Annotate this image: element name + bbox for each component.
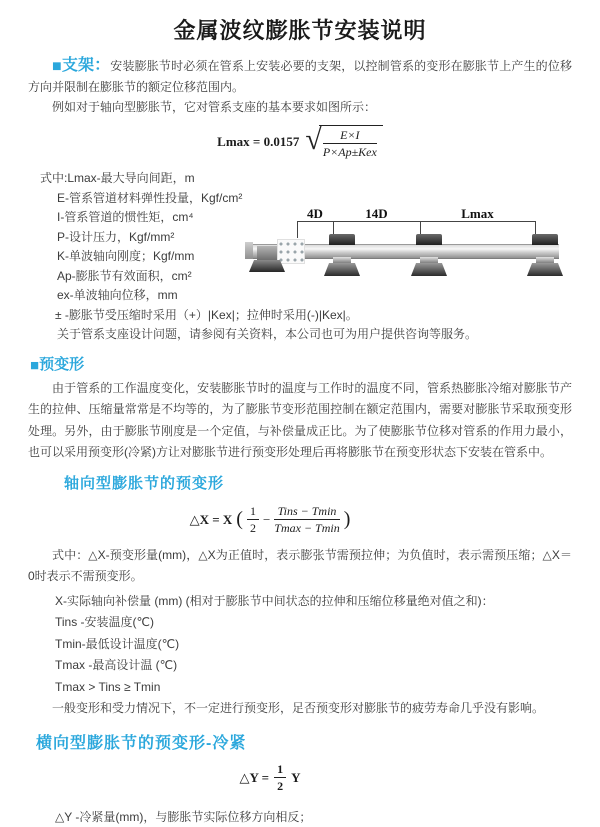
temp-line-tmax: Tmax -最高设计温 (℃): [55, 658, 178, 672]
minus-operator: −: [262, 511, 271, 527]
support-base: [527, 263, 563, 276]
dimension-label-14d: 14D: [365, 206, 388, 221]
section-marker-icon: ■: [52, 58, 62, 75]
lateral-formula-lhs: △Y =: [239, 769, 270, 785]
temp-inequality: Tmax > Tins ≥ Tmin: [55, 679, 161, 694]
predeform-section-label: 预变形: [39, 355, 85, 373]
support-base: [411, 263, 447, 276]
anchor-support-icon: [257, 246, 277, 260]
half-numerator: 1: [247, 504, 259, 520]
definition-item-k: K-单波轴向刚度；Kgf/mm: [57, 249, 195, 263]
predeform-section-heading: [30, 353, 600, 374]
half-denominator: 2: [249, 521, 256, 535]
consulting-note: 关于管系支座设计问题，请参阅有关资料，本公司也可为用户提供咨询等服务。: [57, 327, 478, 341]
page-title: 金属波纹膨胀节安装说明: [173, 18, 427, 43]
pipe-support-icon: [527, 234, 563, 278]
axial-variable-notes: [55, 591, 600, 699]
definition-item-e: E-管系管道材料弹性投量，Kgf/cm²: [57, 190, 243, 205]
anchor-support-base: [249, 260, 285, 272]
open-paren: (: [236, 508, 243, 530]
axial-predeform-formula: [30, 503, 510, 537]
definition-item-ex: ex-单波轴向位移，mm: [57, 288, 178, 302]
support-base: [324, 263, 360, 276]
temp-line-tmin: Tmin-最低设计温度(℃): [55, 636, 180, 651]
axial-formula-lhs: △X = X: [189, 511, 233, 527]
support-clamp: [329, 234, 355, 245]
axial-general-note: 一般变形和受力情况下，不一定进行预变形，足否预变形对膨胀节的疲劳寿命几乎没有影响。: [52, 701, 545, 715]
lateral-predeform-formula: [30, 763, 510, 793]
close-paren: ): [343, 508, 351, 530]
pipe-support-icon: [324, 234, 360, 278]
temp-line-tins: Tins -安装温度(℃): [55, 615, 155, 629]
pipe-flange: [245, 242, 253, 259]
plus-minus-note: ± -膨胀节受压缩时采用（+）|Kex|；拉伸时采用(-)|Kex|。: [55, 307, 358, 322]
dimension-tick: [333, 221, 334, 235]
support-clamp: [532, 234, 558, 245]
pipe-support-diagram: [245, 206, 565, 306]
x-compensation-note: X-实际轴向补偿量 (mm) (相对于膨胀节中间状态的拉伸和压缩位移量绝对值之和)：: [55, 593, 494, 608]
axial-predeform-heading: 轴向型膨胀节的预变形: [64, 474, 225, 492]
lateral-half-numerator: 1: [274, 762, 286, 778]
definition-item-ap: Ap-膨胀节有效面积，cm²: [57, 268, 192, 283]
dimension-tick: [420, 221, 421, 235]
sqrt-expression: [305, 125, 382, 159]
lateral-half-denominator: 2: [277, 779, 284, 793]
axial-formula-explanation: 式中：△X-预变形量(mm)，△X为正值时，表示膨张节需预拉伸；为负值时，表示需预压缩；△X＝0时表示不需预变形。: [28, 547, 572, 583]
support-intro-text: 安装膨胀节时必须在管系上安装必要的支架，以控制管系的变形在膨胀节上产生的位移方向并限制在膨胀节的额定位移范围内。: [28, 59, 572, 94]
pipe-support-icon: [411, 234, 447, 278]
support-intro-paragraph: [28, 56, 572, 97]
support-saddle: [333, 257, 351, 264]
temp-fraction-denominator: Tmax − Tmin: [274, 521, 340, 535]
sqrt-radical-icon: √: [305, 123, 322, 156]
support-saddle: [536, 257, 554, 264]
lmax-formula-lhs: Lmax = 0.0157: [217, 134, 300, 149]
definition-item-p: P-设计压力，Kgf/mm²: [57, 229, 175, 244]
lateral-note: △Y -冷紧量(mm)，与膨胀节实际位移方向相反；: [55, 809, 312, 824]
dimension-tick: [535, 221, 536, 235]
lateral-predeform-heading: 横向型膨胀节的预变形-冷紧: [36, 734, 247, 752]
section-marker-icon: ■: [30, 356, 40, 374]
temp-fraction-numerator: Tins − Tmin: [274, 504, 339, 520]
support-example-text: 例如对于轴向型膨胀节，它对管系支座的基本要求如图所示：: [52, 100, 377, 114]
definition-item-i: I-管系管道的惯性矩，cm⁴: [57, 210, 194, 224]
lmax-formula-numerator: E×I: [323, 128, 377, 144]
support-section-label: 支架：: [61, 57, 111, 74]
bellows-expansion-joint-icon: [277, 239, 305, 264]
dimension-label-lmax: Lmax: [461, 206, 494, 221]
document-page: [0, 14, 600, 824]
dimension-label-4d: 4D: [307, 206, 323, 221]
lmax-formula-denominator: P×Ap±Kex: [322, 145, 377, 159]
support-saddle: [420, 257, 438, 264]
predeform-paragraph: 由于管系的工作温度变化，安装膨胀节时的温度与工作时的温度不同，管系热膨胀冷缩对膨胀节产生的拉伸、压缩量常常是不均等的，为了膨胀节变形范围控制在额定范围内，需要对膨胀节采取预变形处理。另外，由于膨胀节刚度是一个定值，与补偿量成正比。为了使膨胀节位移对管系的作用力最小，也可以采用预变形(冷紧)方让对膨胀节进行预变形处理后再将膨胀节在预变形状态下安装在管系中。: [28, 380, 572, 459]
lmax-formula: [30, 123, 570, 161]
lateral-formula-rhs: Y: [291, 769, 301, 785]
dimension-tick: [297, 221, 298, 238]
definitions-intro: 式中:Lmax-最大导向间距，m: [40, 171, 195, 185]
support-clamp: [416, 234, 442, 245]
